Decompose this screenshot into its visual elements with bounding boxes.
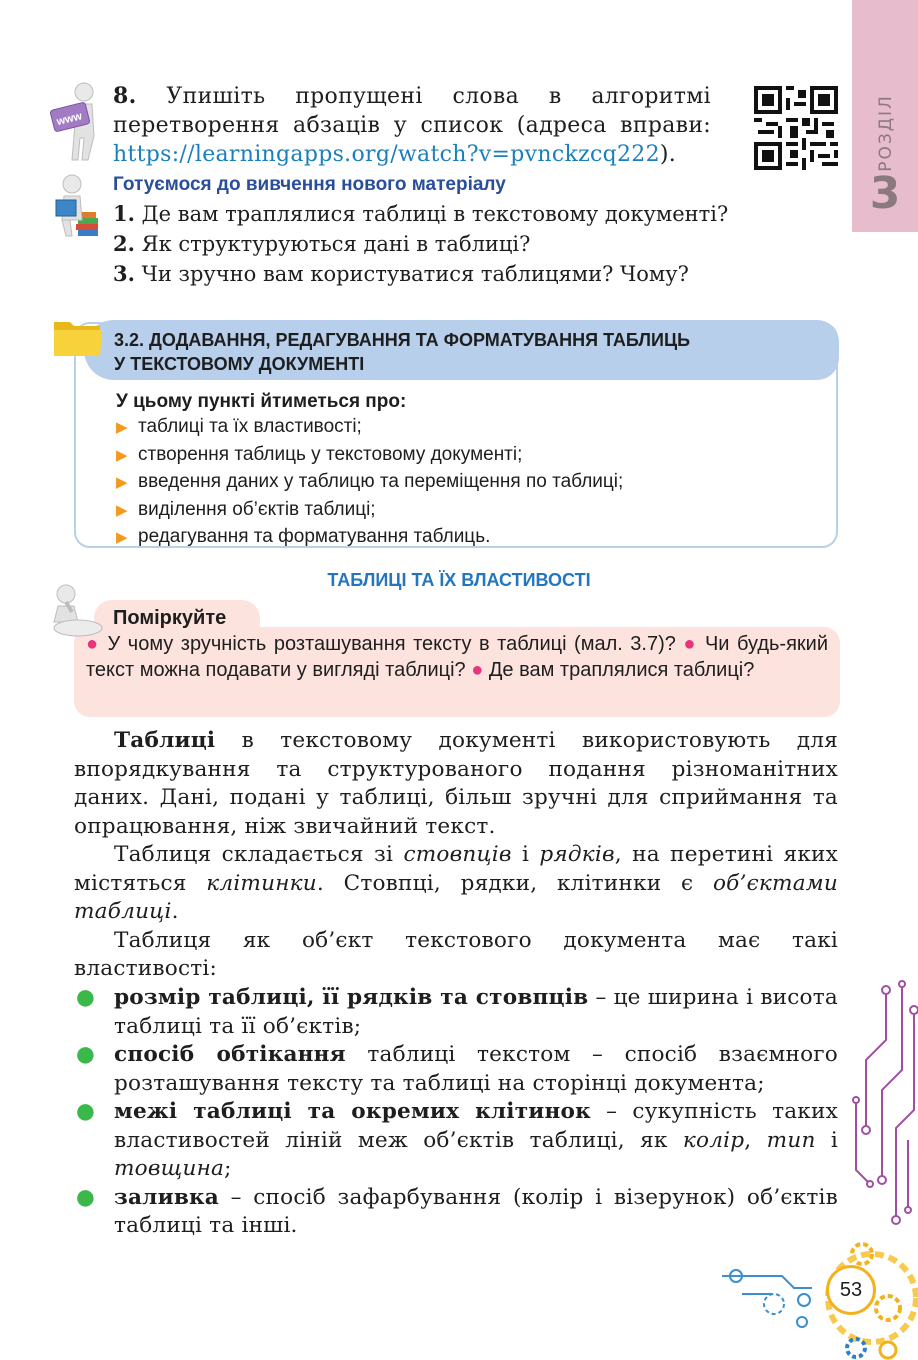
list-item: ● заливка – спосіб зафарбування (колір і візерунок) об’єктів таблиці та інші. xyxy=(76,1184,838,1238)
circuit-decoration-icon xyxy=(846,980,918,1240)
arrow-icon: ▶ xyxy=(116,474,128,491)
section-points xyxy=(116,414,623,552)
bullet-dot-icon: ● xyxy=(76,1184,96,1210)
paragraph: Таблиці в текстовому документі використовують для впорядкування та структурованого подання різноманітних даних. Дані, подані у таблиці, більш зручні для сприймання та опрацювання, ніж звичайний текст. xyxy=(74,728,838,839)
task-url-link[interactable]: https://learningapps.org/watch?v=pvnckzcq222 xyxy=(113,142,660,167)
list-item: ▶ редагування та форматування таблиць. xyxy=(116,524,623,552)
task-8 xyxy=(113,82,711,169)
section-title: 3.2. ДОДАВАННЯ, РЕДАГУВАННЯ ТА ФОРМАТУВАННЯ ТАБЛИЦЬ У ТЕКСТОВОМУ ДОКУМЕНТІ xyxy=(114,330,691,374)
task-number: 8. xyxy=(113,83,137,109)
bullet-dot-icon: ● xyxy=(471,659,484,681)
list-item: ▶ таблиці та їх властивості; xyxy=(116,414,623,442)
bullet-dot-icon: ● xyxy=(76,1042,96,1067)
arrow-icon: ▶ xyxy=(116,501,128,519)
arrow-icon: ▶ xyxy=(116,529,128,546)
chapter-number: 3 xyxy=(869,168,901,219)
think-label: Поміркуйте xyxy=(113,607,227,629)
reading-figure-icon xyxy=(52,172,102,240)
qr-code-icon[interactable] xyxy=(752,86,840,170)
chapter-word: РОЗДІЛ xyxy=(876,94,897,172)
list-item: ● межі таблиці та окремих клітинок – сукупність таких властивостей ліній меж об’єктів таблиці, як колір, тип і товщина; xyxy=(76,1099,838,1181)
folder-icon xyxy=(52,316,104,358)
paragraph: Таблиця як об’єкт текстового документа має такі властивості: xyxy=(74,927,838,981)
list-item: 2. Як структуруються дані в таблиці? xyxy=(113,231,531,256)
list-item: ▶ виділення об’єктів таблиці; xyxy=(116,497,623,525)
list-item: ▶ введення даних у таблицю та переміщення по таблиці; xyxy=(116,469,623,497)
arrow-icon: ▶ xyxy=(116,419,128,436)
bullet-dot-icon: ● xyxy=(683,633,698,655)
gears-decoration-icon xyxy=(712,1238,918,1360)
list-item: 1. Де вам траплялися таблиці в текстовому документі? xyxy=(113,201,729,226)
www-figure-icon xyxy=(48,80,108,164)
properties-list xyxy=(74,984,838,1241)
list-item: 3. Чи зручно вам користуватися таблицями? Чому? xyxy=(113,261,689,286)
list-item: ● розмір таблиці, її рядків та стовпців – це ширина і висота таблиці та її об’єктів; xyxy=(76,985,838,1039)
task-end: ). xyxy=(659,142,677,167)
body-text xyxy=(74,727,838,984)
task-text: Упишіть пропущені слова в алгоритмі перетворення абзаців у список (адреса вправи: xyxy=(113,84,711,138)
prep-heading: Готуємося до вивчення нового матеріалу xyxy=(113,174,506,195)
bullet-dot-icon: ● xyxy=(76,1099,96,1124)
chapter-tab xyxy=(852,0,918,232)
think-questions: ● У чому зручність розташування тексту в таблиці (мал. 3.7)? ● Чи будь-який текст можна подавати у вигляді таблиці? ● Де вам траплялися таблиці? xyxy=(86,633,828,681)
bullet-dot-icon: ● xyxy=(76,985,96,1010)
prep-questions xyxy=(113,199,843,289)
subheading: ТАБЛИЦІ ТА ЇХ ВЛАСТИВОСТІ xyxy=(327,570,591,590)
points-title: У цьому пункті йтиметься про: xyxy=(116,391,407,412)
bullet-dot-icon: ● xyxy=(86,633,101,655)
page-number: 53 xyxy=(826,1265,876,1315)
arrow-icon: ▶ xyxy=(116,446,128,464)
list-item: ● спосіб обтікання таблиці текстом – спосіб взаємного розташування тексту та таблиці на сторінці документа; xyxy=(76,1042,838,1096)
list-item: ▶ створення таблиць у текстовому документі; xyxy=(116,442,623,470)
paragraph: Таблиця складається зі стовпців і рядків, на перетині яких містяться клітинки. Стовпці, рядки, клітинки є об’єктами таблиці. xyxy=(74,842,838,924)
www-label: www xyxy=(55,110,84,129)
